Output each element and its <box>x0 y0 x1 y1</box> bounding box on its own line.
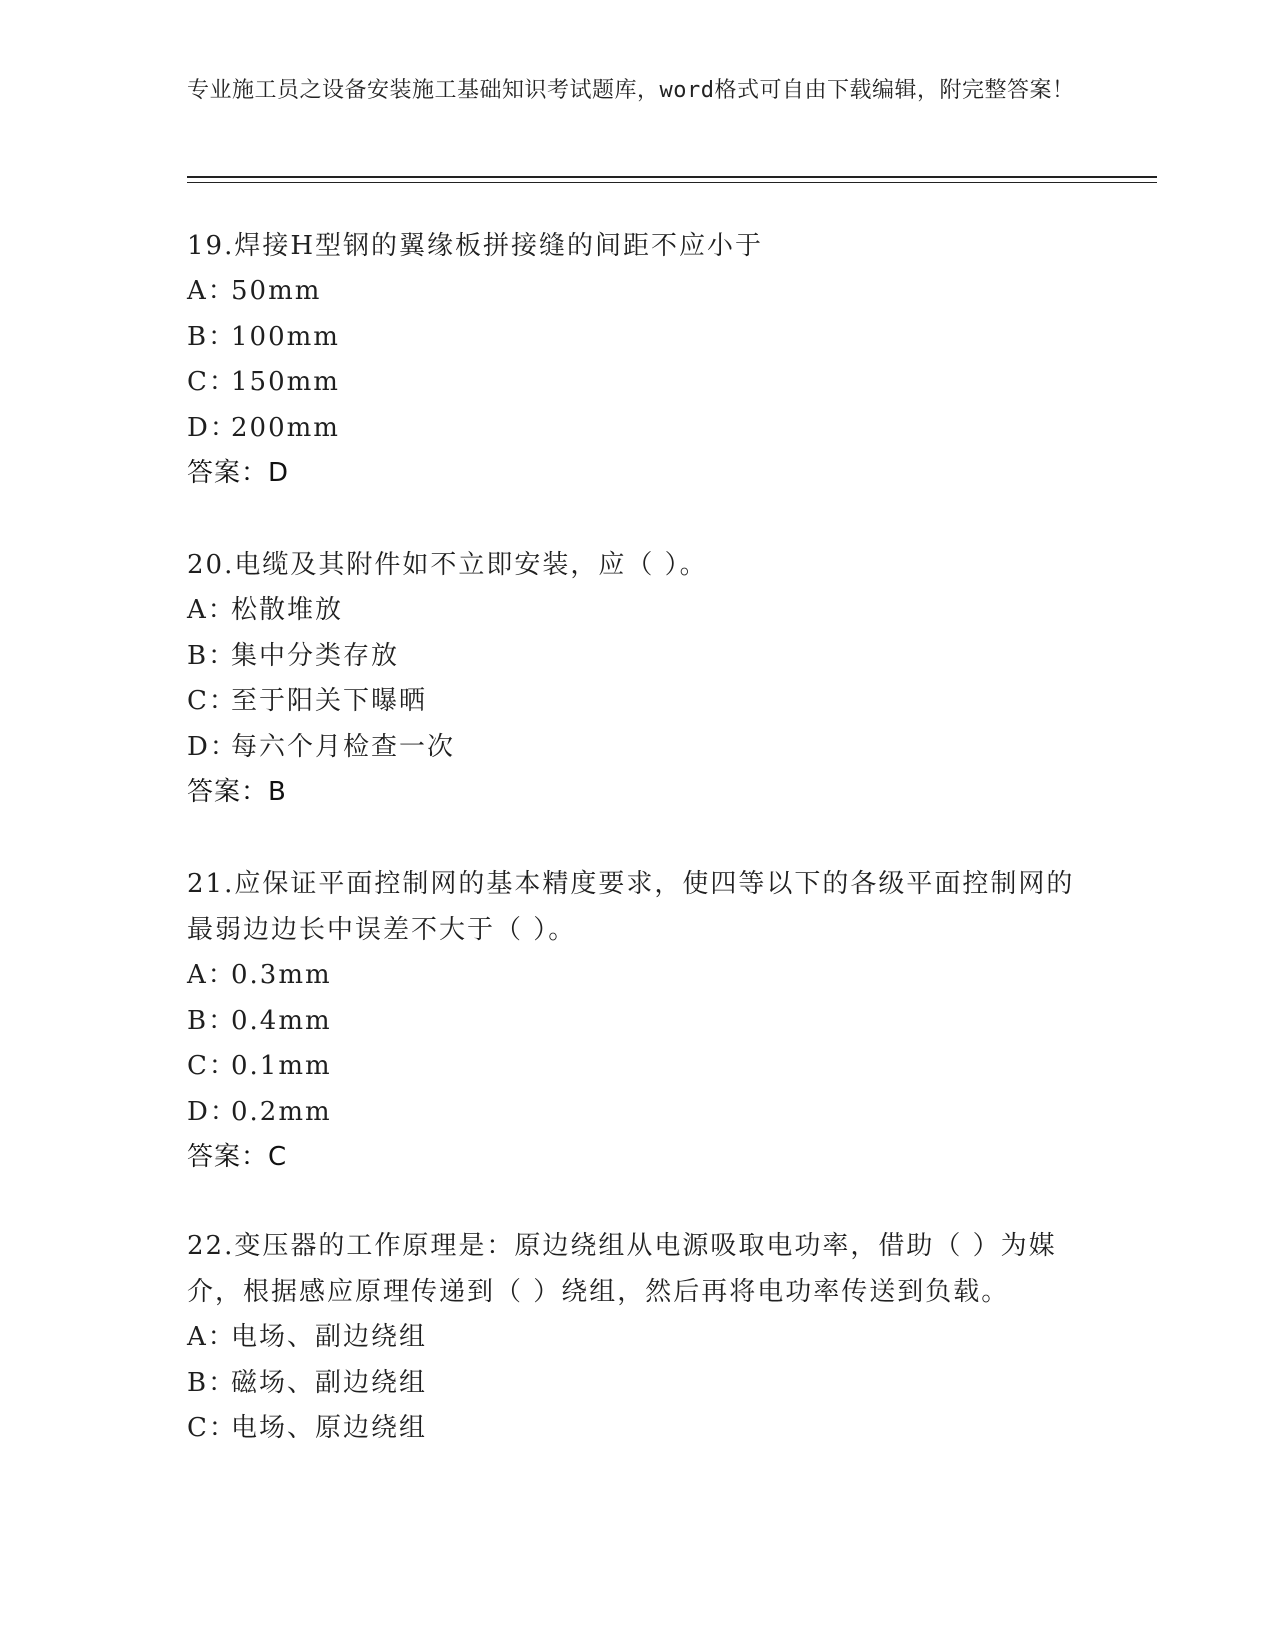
answer-line: 答案：C <box>187 1142 288 1172</box>
option-c <box>187 360 1087 406</box>
option-b <box>187 999 1087 1045</box>
option-text: 至于阳关下曝晒 <box>231 686 428 716</box>
option-text: 0.2mm <box>231 1096 332 1127</box>
option-key: B： <box>187 1367 237 1398</box>
option-key: B： <box>187 321 237 352</box>
option-b <box>187 1361 1087 1407</box>
option-key: A： <box>187 1322 236 1352</box>
answer-line: 答案：B <box>187 777 287 807</box>
option-a <box>187 1315 1087 1361</box>
question-19 <box>187 223 1087 495</box>
option-text: 0.1mm <box>231 1051 332 1081</box>
option-text: 集中分类存放 <box>231 640 400 671</box>
option-key: C： <box>187 686 237 716</box>
question-stem: 20.电缆及其附件如不立即安装，应（ ）。 <box>187 550 708 580</box>
option-text: 200mm <box>231 412 340 443</box>
option-c <box>187 1406 1087 1452</box>
answer-line: 答案：D <box>187 458 290 488</box>
option-key: D： <box>187 731 238 762</box>
header-divider-thick <box>187 176 1157 178</box>
option-text: 电场、原边绕组 <box>231 1413 428 1443</box>
option-key: B： <box>187 1005 237 1036</box>
option-d <box>187 406 1087 452</box>
option-b <box>187 315 1087 361</box>
option-c <box>187 679 1087 725</box>
option-text: 电场、副边绕组 <box>231 1322 428 1352</box>
option-text: 松散堆放 <box>231 595 344 625</box>
option-a <box>187 953 1087 999</box>
option-a <box>187 269 1087 315</box>
option-d <box>187 725 1087 771</box>
option-c <box>187 1044 1087 1090</box>
question-21 <box>187 861 1087 1179</box>
option-text: 100mm <box>231 321 340 352</box>
question-22 <box>187 1223 1087 1452</box>
option-key: B： <box>187 640 237 671</box>
option-key: A： <box>187 960 236 990</box>
option-d <box>187 1090 1087 1136</box>
option-key: C： <box>187 1051 237 1081</box>
option-text: 磁场、副边绕组 <box>231 1367 428 1398</box>
option-text: 150mm <box>231 367 340 397</box>
question-stem: 21.应保证平面控制网的基本精度要求，使四等以下的各级平面控制网的最弱边边长中误差不大于（ ）。 <box>187 869 1075 945</box>
question-stem: 19.焊接H型钢的翼缘板拼接缝的间距不应小于 <box>187 231 764 261</box>
option-text: 每六个月检查一次 <box>231 731 456 762</box>
option-text: 0.4mm <box>231 1005 332 1036</box>
option-b <box>187 634 1087 680</box>
option-key: C： <box>187 1413 237 1443</box>
option-a <box>187 588 1087 634</box>
question-stem: 22.变压器的工作原理是：原边绕组从电源吸取电功率，借助（ ）为媒介，根据感应原理传递到（ ）绕组，然后再将电功率传送到负载。 <box>187 1231 1057 1307</box>
option-text: 0.3mm <box>231 960 332 990</box>
document-header: 专业施工员之设备安装施工基础知识考试题库，word格式可自由下载编辑，附完整答案！ <box>187 78 1075 103</box>
question-20 <box>187 542 1087 814</box>
option-key: D： <box>187 412 238 443</box>
option-key: A： <box>187 276 236 306</box>
header-divider-thin <box>187 182 1157 183</box>
option-key: D： <box>187 1096 238 1127</box>
option-key: C： <box>187 367 237 397</box>
option-key: A： <box>187 595 236 625</box>
option-text: 50mm <box>231 276 322 306</box>
